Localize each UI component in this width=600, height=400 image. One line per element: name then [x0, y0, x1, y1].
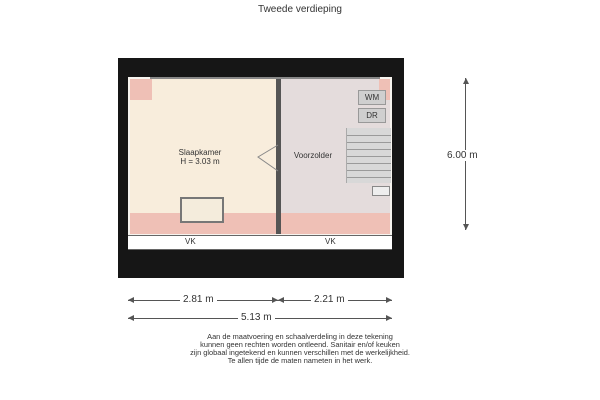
disclaimer-line: Aan de maatvoering en schaalverdeling in deze tekening — [207, 332, 393, 341]
dimension-width-right — [278, 294, 392, 308]
disclaimer-line: kunnen geen rechten worden ontleend. Sanitair en/of keuken — [200, 340, 400, 349]
dimension-label: 2.21 m — [311, 294, 348, 305]
arrow-left-icon — [128, 315, 134, 321]
dimension-label: 6.00 m — [444, 150, 481, 161]
room-label-voorzolder: Voorzolder — [293, 151, 333, 160]
floor-title: Tweede verdieping — [258, 4, 342, 15]
arrow-up-icon — [463, 78, 469, 84]
arrow-right-icon — [386, 315, 392, 321]
window-label-left: VK — [185, 237, 196, 246]
top-wall-line — [150, 77, 380, 79]
door-swing-icon — [252, 143, 280, 173]
dimension-width-total — [128, 312, 392, 326]
room-name: Slaapkamer — [178, 148, 222, 157]
arrow-left-icon — [128, 297, 134, 303]
low-ceiling-corner-left — [130, 79, 152, 100]
window-label-right: VK — [325, 237, 336, 246]
room-height: H = 3.03 m — [180, 157, 220, 166]
bed-icon — [180, 197, 224, 223]
arrow-left-icon — [278, 297, 284, 303]
dimension-label: 5.13 m — [238, 312, 275, 323]
dimension-width-left — [128, 294, 278, 308]
low-ceiling-zone-right — [281, 213, 390, 234]
window-strip — [128, 235, 392, 250]
washing-machine: WM — [358, 90, 386, 105]
dryer: DR — [358, 108, 386, 123]
arrow-down-icon — [463, 224, 469, 230]
staircase-icon — [346, 128, 391, 183]
disclaimer-line: Te allen tijde de maten nameten in het werk. — [227, 356, 373, 365]
hatch-icon — [372, 186, 390, 196]
dimension-height — [447, 78, 520, 236]
arrow-right-icon — [386, 297, 392, 303]
disclaimer-line: zijn globaal ingetekend en kunnen verschillen met de werkelijkheid. — [190, 348, 410, 357]
disclaimer-text — [60, 333, 540, 365]
room-label-slaapkamer — [160, 148, 240, 166]
dimension-label: 2.81 m — [180, 294, 217, 305]
